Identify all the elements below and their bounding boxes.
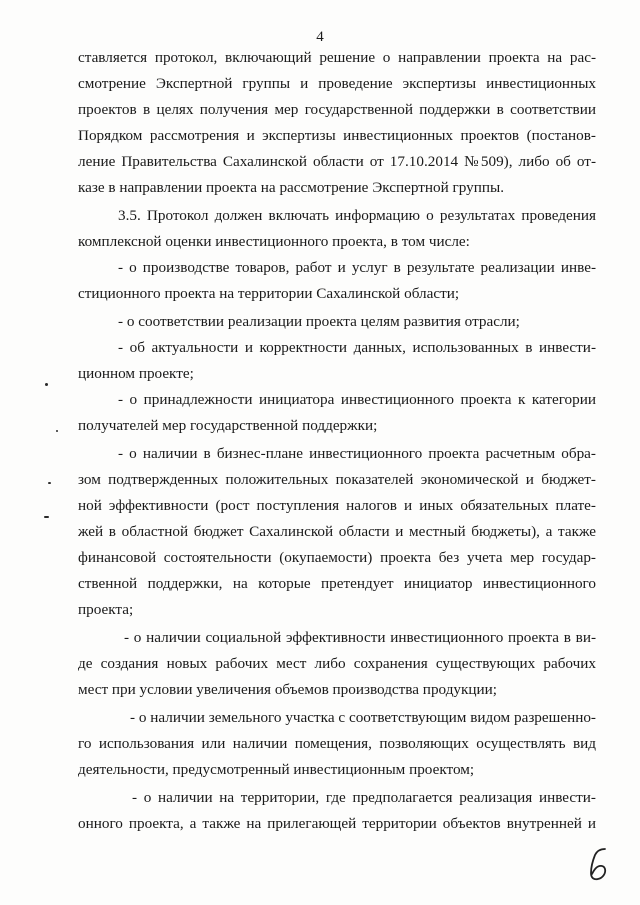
scan-speck [45,383,48,386]
text-line: де создания новых рабочих мест либо сохранения существующих рабочих [78,655,596,672]
text-line: ной эффективности (рост поступления налогов и иных обязательных плате- [78,497,596,514]
text-line: стиционного проекта на территории Сахалинской области; [78,285,460,302]
page-number: 4 [316,29,324,45]
text-line: - о принадлежности инициатора инвестиционного проекта к категории [118,391,596,408]
text-line: онного проекта, а также на прилегающей территории объектов внутренней и [78,815,596,832]
text-line: - о производстве товаров, работ и услуг в результате реализации инве- [118,259,596,276]
handwritten-page-mark [584,845,614,883]
text-line: 3.5. Протокол должен включать информацию о результатах проведения [118,207,596,224]
text-line: проектов в целях получения мер государственной поддержки в соответствии [78,101,596,118]
scan-speck [56,430,58,432]
scan-speck [44,516,49,518]
text-line: проекта; [78,601,134,618]
text-line: - о наличии на территории, где предполагается реализация инвести- [132,789,596,806]
text-line: - о наличии в бизнес-плане инвестиционного проекта расчетным обра- [118,445,596,462]
text-line: - о соответствии реализации проекта целям развития отрасли; [118,313,520,330]
text-line: - об актуальности и корректности данных, использованных в инвести- [118,339,596,356]
text-line: ставляется протокол, включающий решение о направлении проекта на рас- [78,49,596,66]
scan-speck [48,482,51,484]
text-line: смотрение Экспертной группы и проведение экспертизы инвестиционных [78,75,596,92]
text-line: ционном проекте; [78,365,194,382]
text-line: казе в направлении проекта на рассмотрение Экспертной группы. [78,179,504,196]
text-line: - о наличии социальной эффективности инвестиционного проекта в ви- [124,629,596,646]
text-line: - о наличии земельного участка с соответствующим видом разрешенно- [130,709,596,726]
text-line: жей в областной бюджет Сахалинской области и местный бюджеты), а также [78,523,596,540]
text-line: финансовой состоятельности (окупаемости) проекта без учета мер государ- [78,549,596,566]
text-line: получателей мер государственной поддержки; [78,417,378,434]
text-line: го использования или наличии помещения, позволяющих осуществлять вид [78,735,596,752]
text-line: Порядком рассмотрения и экспертизы инвестиционных проектов (постанов- [78,127,596,144]
text-line: ление Правительства Сахалинской области от 17.10.2014 №509), либо об от- [78,153,596,170]
text-line: мест при условии увеличения объемов производства продукции; [78,681,497,698]
text-line: зом подтвержденных положительных показателей экономической и бюджет- [78,471,596,488]
text-line: комплексной оценки инвестиционного проекта, в том числе: [78,233,470,250]
text-line: деятельности, предусмотренный инвестиционным проектом; [78,761,475,778]
text-line: ственной поддержки, на которые претендует инициатор инвестиционного [78,575,596,592]
